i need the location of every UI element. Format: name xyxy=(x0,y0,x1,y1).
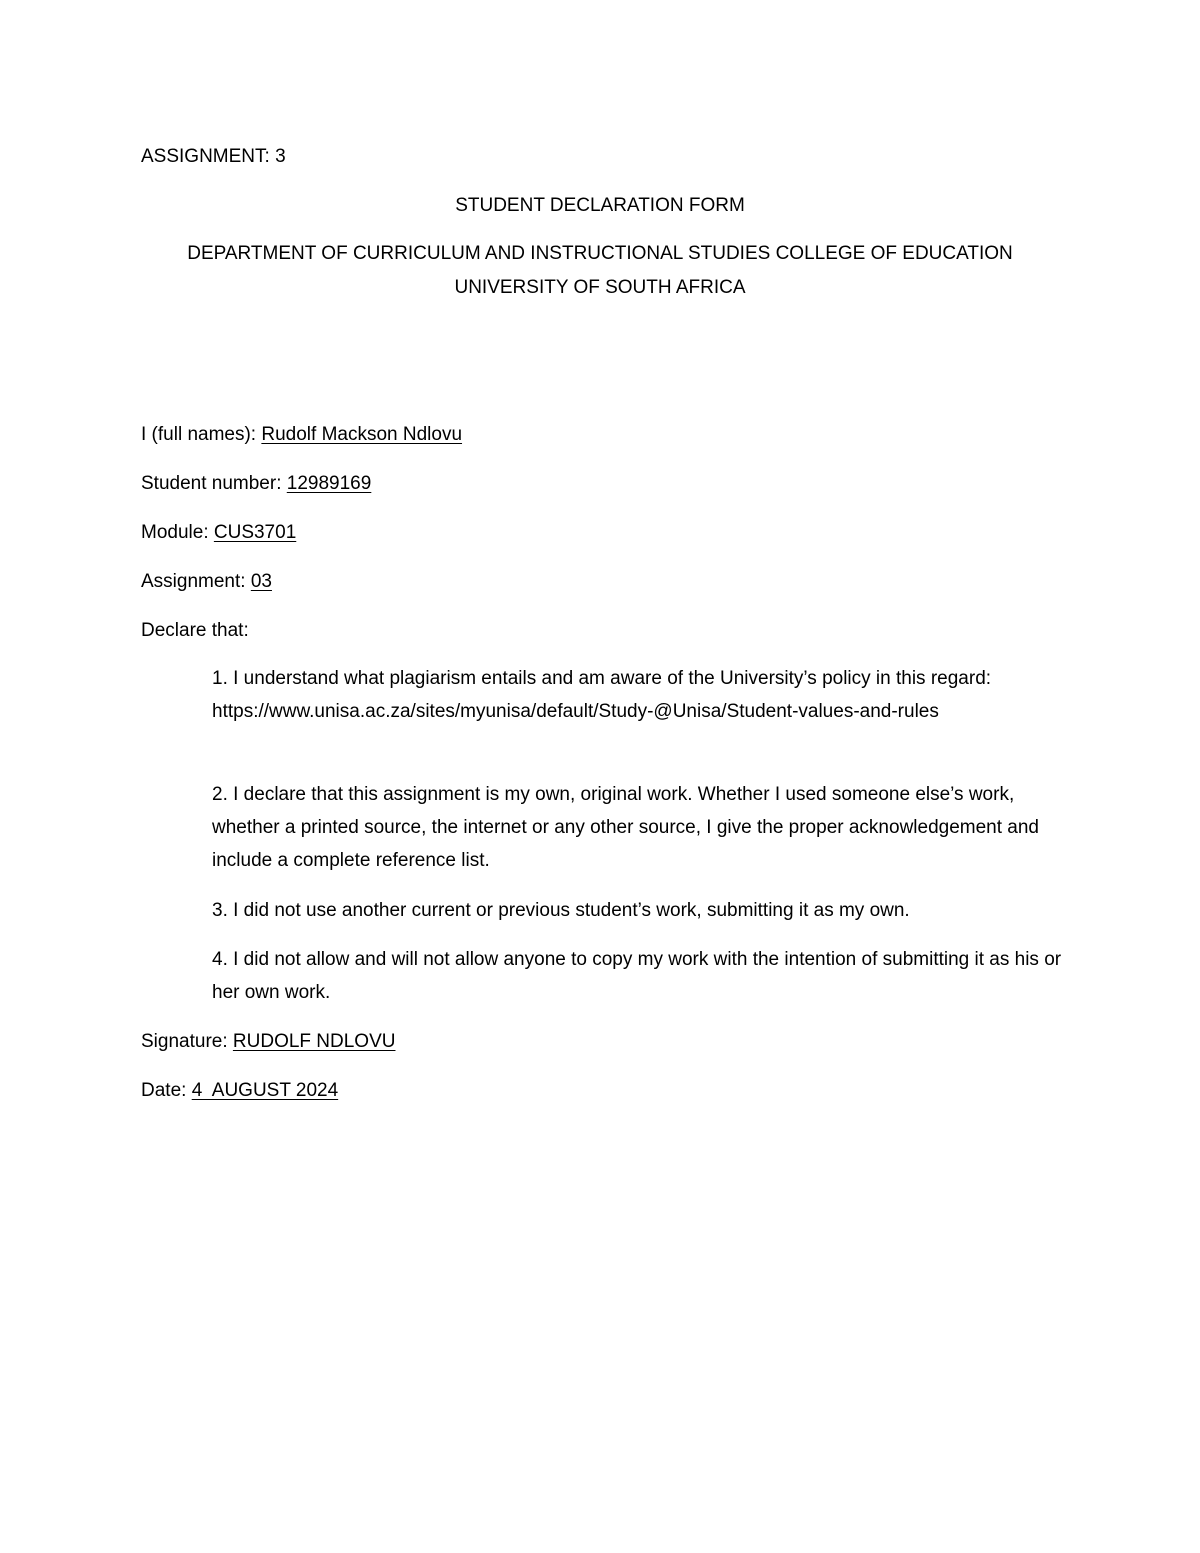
date-value: 4 AUGUST 2024 xyxy=(191,1080,339,1101)
assignment-value: 03 xyxy=(250,571,272,592)
declaration-item: 1. I understand what plagiarism entails and am aware of the University’s policy in this regard: https://www.unisa.ac.za/sites/myunisa/default/Study-@Unisa/Student-values-and-rules xyxy=(212,668,992,722)
assignment-row xyxy=(141,570,272,594)
full-names-label: I (full names): xyxy=(141,424,262,445)
declaration-item: 4. I did not allow and will not allow anyone to copy my work with the intention of submitting it as his or her own work. xyxy=(212,949,1062,1003)
full-names-row xyxy=(141,423,462,447)
department-line-1: DEPARTMENT OF CURRICULUM AND INSTRUCTIONAL STUDIES COLLEGE OF EDUCATION xyxy=(187,243,1013,264)
assignment-label: Assignment: xyxy=(141,571,251,592)
declaration-item: 3. I did not use another current or previous student’s work, submitting it as my own. xyxy=(212,900,910,921)
module-value: CUS3701 xyxy=(213,522,297,543)
date-label: Date: xyxy=(141,1080,192,1101)
student-number-value: 12989169 xyxy=(286,473,372,494)
signature-row xyxy=(141,1030,395,1054)
department-line-2: UNIVERSITY OF SOUTH AFRICA xyxy=(454,277,746,298)
signature-label: Signature: xyxy=(141,1031,233,1052)
full-names-value: Rudolf Mackson Ndlovu xyxy=(261,424,463,445)
module-row xyxy=(141,521,296,545)
date-row xyxy=(141,1079,338,1103)
declare-label: Declare that: xyxy=(141,620,249,641)
form-title: STUDENT DECLARATION FORM xyxy=(455,195,745,216)
signature-value: RUDOLF NDLOVU xyxy=(232,1031,396,1052)
declaration-item: 2. I declare that this assignment is my own, original work. Whether I used someone else’s work, whether a printed source, the internet or any other source, I give the proper acknowledgement and include a complete reference list. xyxy=(212,784,1039,871)
student-number-row xyxy=(141,472,371,496)
assignment-heading: ASSIGNMENT: 3 xyxy=(141,146,286,167)
student-number-label: Student number: xyxy=(141,473,287,494)
module-label: Module: xyxy=(141,522,214,543)
